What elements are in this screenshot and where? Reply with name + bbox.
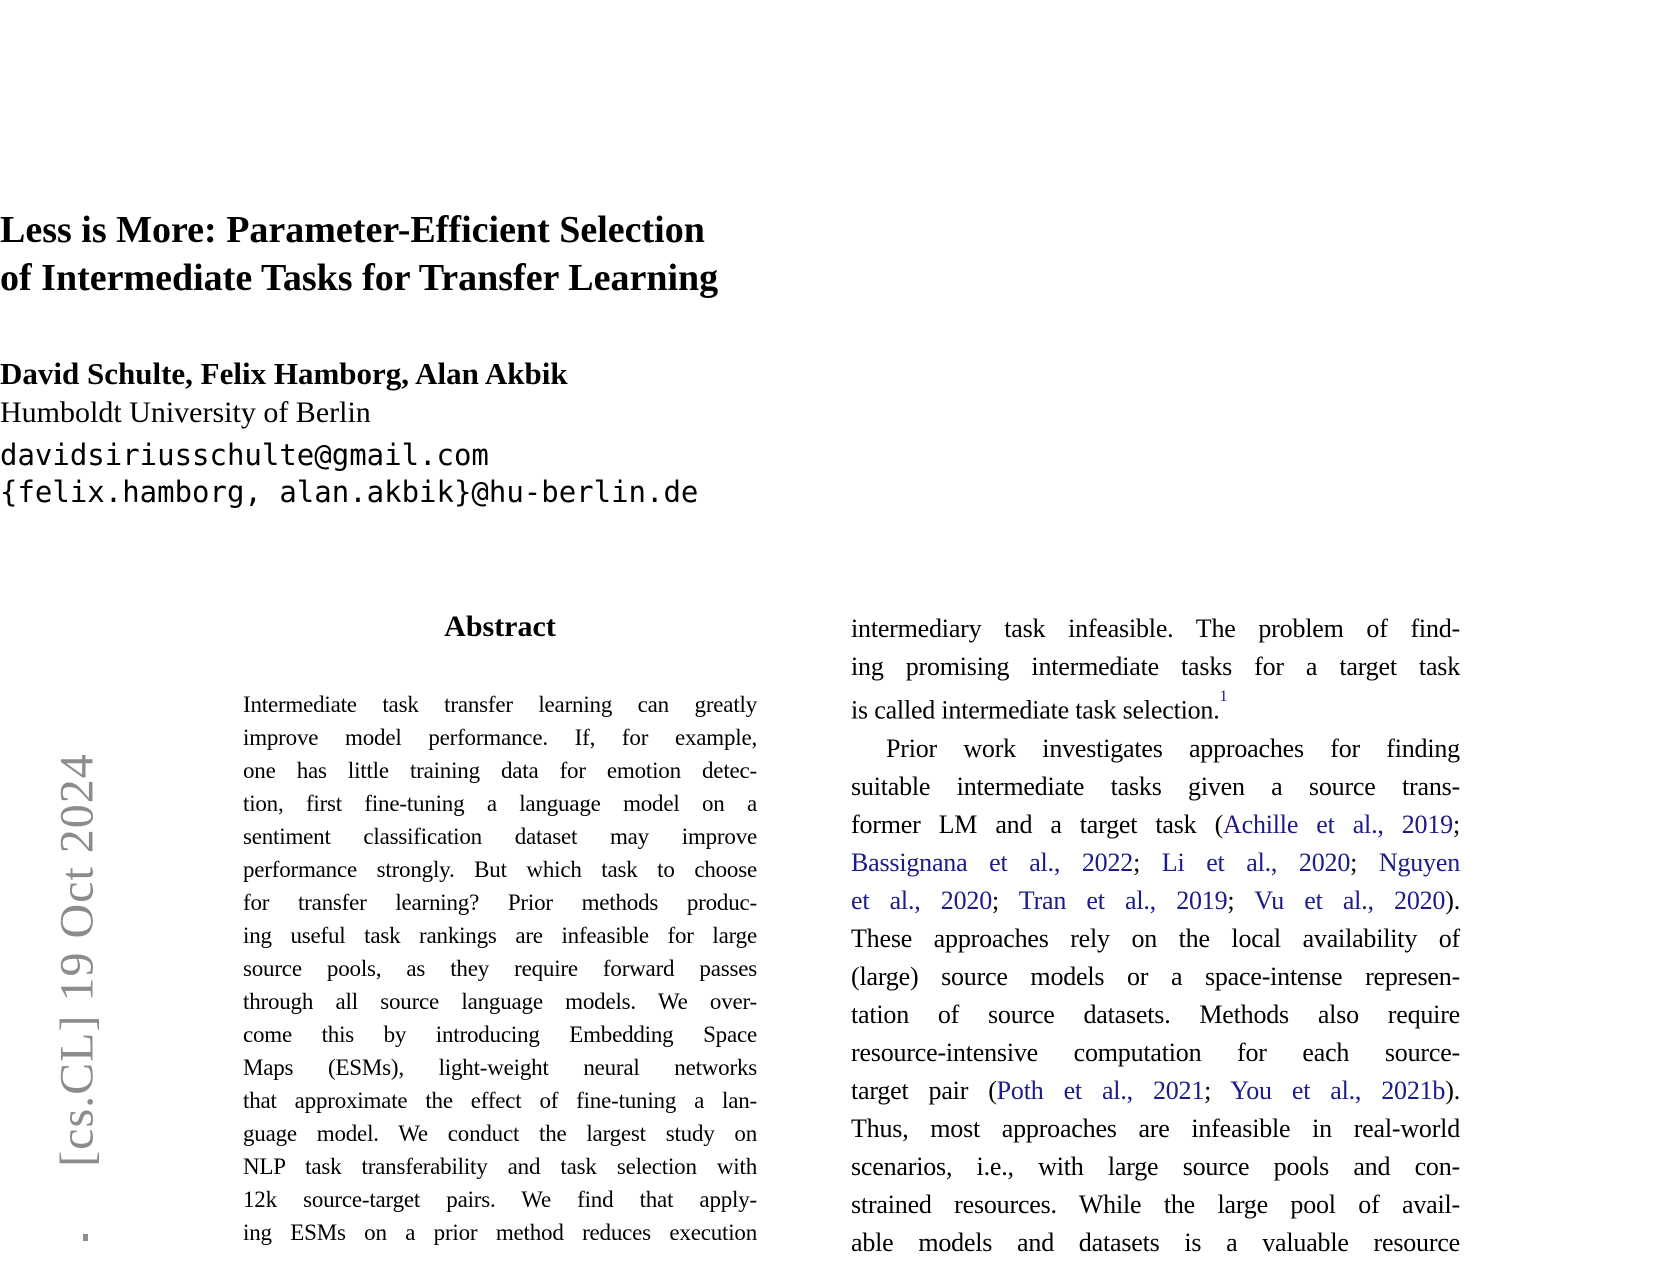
- text-line: [243, 1150, 757, 1183]
- citation-link[interactable]: Achille et al., 2019: [1223, 809, 1453, 839]
- text-segment: 12k source-target pairs. We find that apply-: [243, 1187, 757, 1212]
- page-title: [0, 206, 1654, 302]
- text-segment: for transfer learning? Prior methods produc-: [243, 890, 757, 915]
- citation-link[interactable]: Li et al., 2020: [1161, 847, 1351, 877]
- text-line: [243, 688, 757, 721]
- text-segment: improve model performance. If, for example,: [243, 725, 757, 750]
- citation-link[interactable]: Tran et al., 2019: [1018, 885, 1228, 915]
- text-line: [851, 806, 1460, 844]
- text-line: [243, 1216, 757, 1249]
- text-segment: guage model. We conduct the largest study on: [243, 1121, 757, 1146]
- text-line: [851, 730, 1460, 768]
- citation-link[interactable]: Nguyen: [1378, 847, 1460, 877]
- citation-link[interactable]: Vu et al., 2020: [1254, 885, 1446, 915]
- text-line: [243, 1051, 757, 1084]
- text-line: [243, 787, 757, 820]
- text-line: [243, 754, 757, 787]
- text-line: [851, 958, 1460, 996]
- text-segment: ;: [1452, 809, 1460, 839]
- text-segment: source pools, as they require forward passes: [243, 956, 757, 981]
- text-segment: that approximate the effect of fine-tuning a lan-: [243, 1088, 757, 1113]
- page-title-line1: Less is More: Parameter-Efficient Selection: [0, 209, 705, 251]
- text-segment: resource-intensive computation for each source-: [851, 1037, 1460, 1067]
- abstract-heading: Abstract: [444, 610, 556, 643]
- text-segment: Thus, most approaches are infeasible in real-world: [851, 1113, 1460, 1143]
- text-segment: ing useful task rankings are infeasible for large: [243, 923, 757, 948]
- text-line: [851, 996, 1460, 1034]
- text-line: [243, 985, 757, 1018]
- text-line: [243, 952, 757, 985]
- text-line: [851, 768, 1460, 806]
- text-segment: come this by introducing Embedding Space: [243, 1022, 757, 1047]
- citation-link[interactable]: Poth et al., 2021: [996, 1075, 1205, 1105]
- text-segment: (large) source models or a space-intense represen-: [851, 961, 1460, 991]
- text-segment: ;: [1227, 885, 1255, 915]
- text-segment: tation of source datasets. Methods also require: [851, 999, 1460, 1029]
- text-segment: through all source language models. We over-: [243, 989, 757, 1014]
- text-segment: suitable intermediate tasks given a source trans-: [851, 771, 1460, 801]
- text-segment: able models and datasets is a valuable resource: [851, 1227, 1460, 1257]
- text-segment: ;: [1133, 847, 1162, 877]
- text-line: [243, 919, 757, 952]
- text-line: [851, 1224, 1460, 1262]
- text-line: [243, 1084, 757, 1117]
- citation-link[interactable]: You et al., 2021b: [1230, 1075, 1446, 1105]
- text-line: [851, 920, 1460, 958]
- text-line: [243, 1117, 757, 1150]
- email-personal[interactable]: davidsiriusschulte@gmail.com: [0, 438, 489, 472]
- text-segment: former LM and a target task (: [851, 809, 1224, 839]
- page-title-line2: of Intermediate Tasks for Transfer Learning: [0, 257, 719, 299]
- text-segment: ing ESMs on a prior method reduces execution: [243, 1220, 757, 1245]
- text-line: [851, 610, 1460, 648]
- text-line: [851, 1072, 1460, 1110]
- arxiv-watermark-partial-glyph: [83, 1234, 88, 1241]
- text-segment: Intermediate task transfer learning can greatly: [243, 692, 757, 717]
- text-line: [851, 1186, 1460, 1224]
- text-line: [851, 1034, 1460, 1072]
- affiliation-line: Humboldt University of Berlin: [0, 396, 371, 429]
- abstract-text: [243, 688, 757, 1249]
- text-segment: ing promising intermediate tasks for a target task: [851, 652, 1460, 681]
- text-line: [851, 1110, 1460, 1148]
- text-segment: performance strongly. But which task to choose: [243, 857, 757, 882]
- text-line: [243, 1018, 757, 1051]
- text-segment: NLP task transferability and task selection with: [243, 1154, 757, 1179]
- text-segment: intermediary task infeasible. The problem of find-: [851, 614, 1460, 643]
- text-segment: ).: [1445, 1075, 1460, 1105]
- arxiv-watermark: [cs.CL] 19 Oct 2024: [50, 753, 104, 1167]
- text-segment: target pair (: [851, 1075, 997, 1105]
- text-segment: tion, first fine-tuning a language model on a: [243, 791, 757, 816]
- introduction-text: [851, 610, 1460, 1262]
- email-group[interactable]: {felix.hamborg, alan.akbik}@hu-berlin.de: [0, 475, 699, 509]
- text-segment: is called intermediate task selection.: [851, 695, 1220, 725]
- text-line: [851, 1148, 1460, 1186]
- text-line: [243, 1183, 757, 1216]
- text-line: [243, 820, 757, 853]
- text-line: [851, 882, 1460, 920]
- text-segment: Maps (ESMs), light-weight neural networks: [243, 1055, 757, 1080]
- footnote-ref[interactable]: 1: [1219, 687, 1228, 705]
- text-line: [851, 686, 1460, 730]
- text-line: [243, 886, 757, 919]
- text-line: [243, 721, 757, 754]
- text-line: [243, 853, 757, 886]
- authors-line: David Schulte, Felix Hamborg, Alan Akbik: [0, 356, 568, 391]
- text-line: [851, 648, 1460, 686]
- text-segment: ;: [992, 885, 1019, 915]
- text-segment: Prior work investigates approaches for finding: [886, 733, 1460, 763]
- text-segment: ;: [1350, 847, 1379, 877]
- citation-link[interactable]: Bassignana et al., 2022: [851, 847, 1134, 877]
- text-line: [851, 844, 1460, 882]
- text-segment: sentiment classification dataset may improve: [243, 824, 757, 849]
- text-segment: These approaches rely on the local availability of: [851, 923, 1460, 953]
- text-segment: scenarios, i.e., with large source pools and con-: [851, 1151, 1460, 1181]
- citation-link[interactable]: et al., 2020: [851, 885, 992, 915]
- text-segment: strained resources. While the large pool of avail-: [851, 1189, 1460, 1219]
- text-segment: ;: [1204, 1075, 1231, 1105]
- text-segment: one has little training data for emotion detec-: [243, 758, 757, 783]
- text-segment: ).: [1445, 885, 1460, 915]
